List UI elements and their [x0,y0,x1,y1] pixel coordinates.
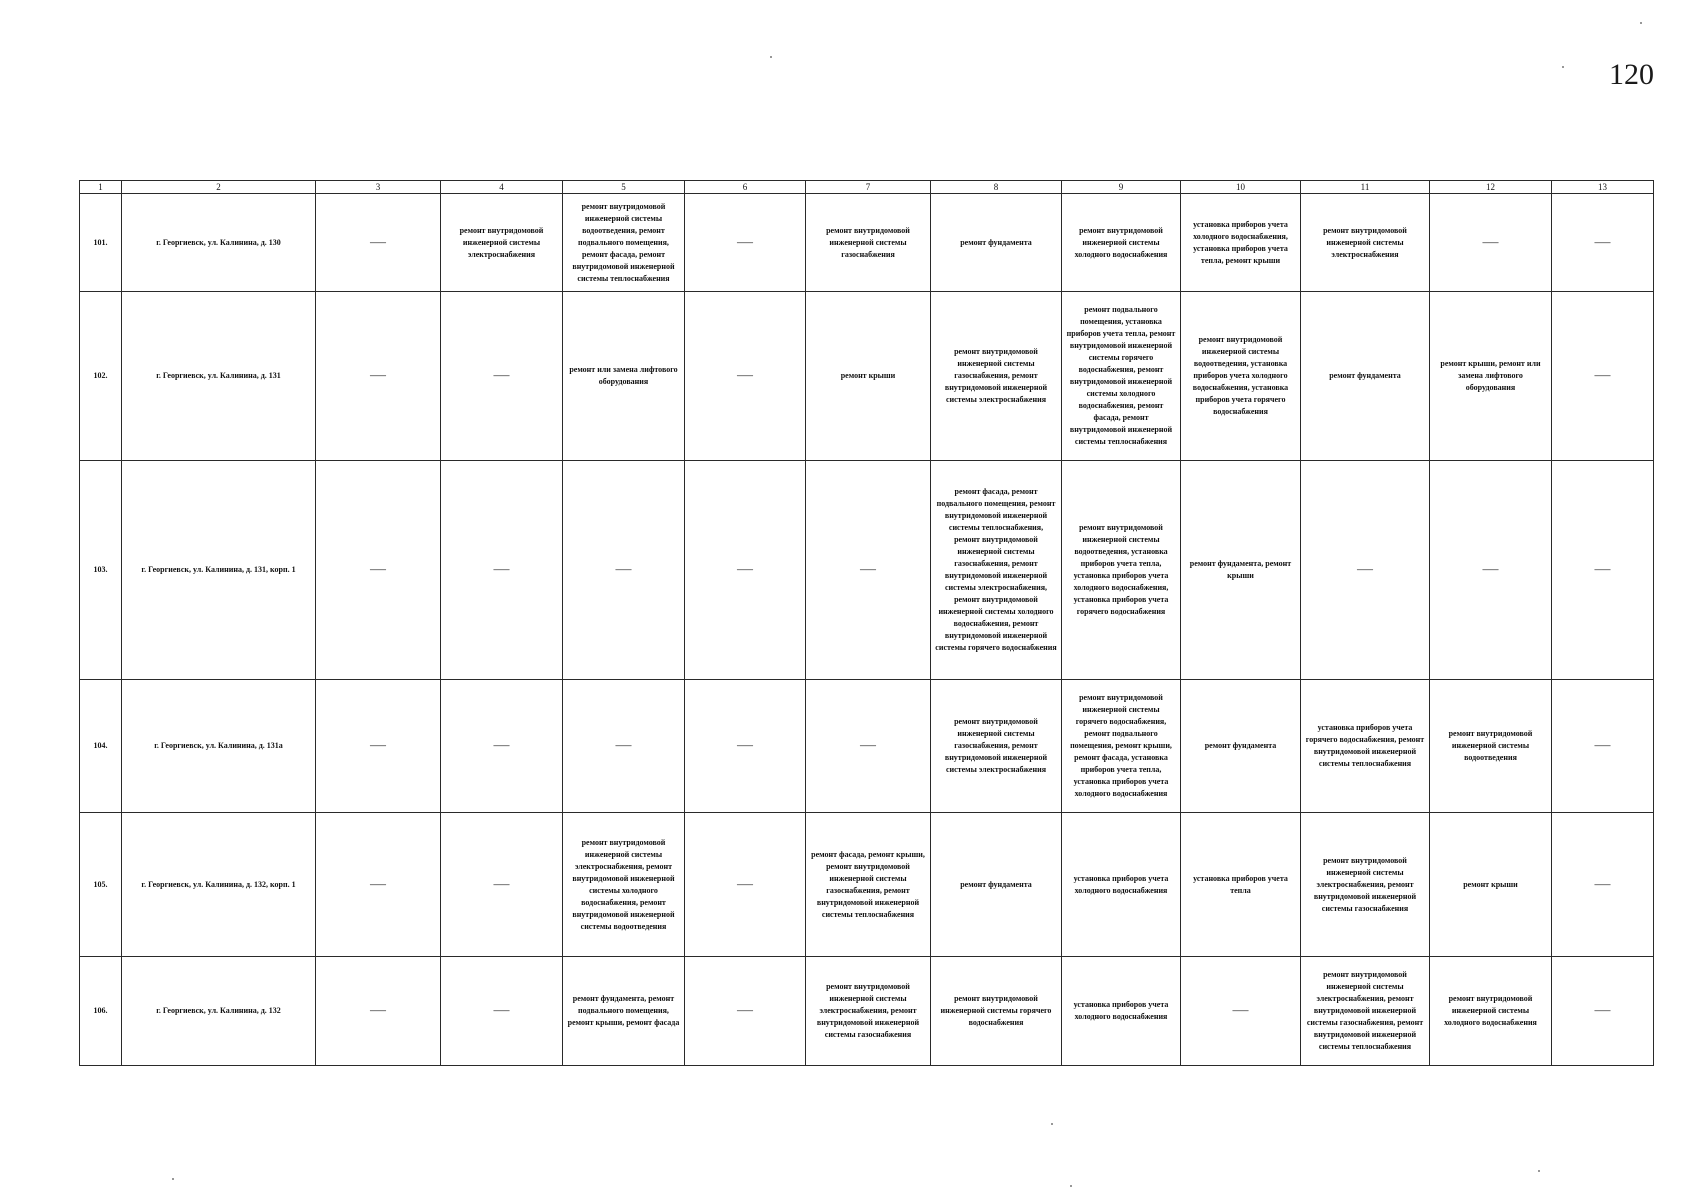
table-cell: —— [441,680,563,813]
address-cell: г. Георгиевск, ул. Калинина, д. 132, корп. 1 [122,813,316,957]
scan-speck [172,1178,174,1180]
table-cell: ремонт внутридомовой инженерной системы электроснабжения, ремонт внутридомовой инженерной системы газоснабжения, ремонт внутридомовой инженерной системы теплоснабжения [1301,957,1430,1066]
row-number: 104. [80,680,122,813]
table-cell: ремонт внутридомовой инженерной системы газоснабжения [806,194,931,292]
scan-speck [1538,1170,1540,1172]
table-cell: ремонт фундамента [931,194,1062,292]
table-row [80,680,1654,813]
table-cell: —— [1552,461,1654,680]
table-cell: ремонт внутридомовой инженерной системы электроснабжения [441,194,563,292]
scan-speck [770,56,772,58]
address-cell: г. Георгиевск, ул. Калинина, д. 131 [122,292,316,461]
schedule-table-container [79,180,1653,1066]
table-cell: —— [1430,194,1552,292]
table-cell: —— [563,461,685,680]
column-header: 8 [931,181,1062,194]
table-cell: —— [316,680,441,813]
column-header: 4 [441,181,563,194]
address-cell: г. Георгиевск, ул. Калинина, д. 130 [122,194,316,292]
table-cell: ремонт фундамента [931,813,1062,957]
table-cell: ремонт внутридомовой инженерной системы газоснабжения, ремонт внутридомовой инженерной системы электроснабжения [931,292,1062,461]
row-number: 103. [80,461,122,680]
table-cell: —— [316,194,441,292]
table-cell: ремонт крыши, ремонт или замена лифтового оборудования [1430,292,1552,461]
table-cell: установка приборов учета холодного водоснабжения [1062,957,1181,1066]
table-cell: —— [1552,194,1654,292]
table-cell: —— [441,957,563,1066]
column-header: 7 [806,181,931,194]
table-cell: —— [685,292,806,461]
table-cell: —— [1552,292,1654,461]
table-cell: —— [316,461,441,680]
table-cell: —— [685,957,806,1066]
table-cell: ремонт фундамента [1181,680,1301,813]
table-cell: ремонт внутридомовой инженерной системы водоотведения, установка приборов учета холодного водоснабжения, установка приборов учета горячего водоснабжения [1181,292,1301,461]
scan-speck [1640,22,1642,24]
table-cell: —— [806,461,931,680]
row-number: 101. [80,194,122,292]
table-cell: установка приборов учета горячего водоснабжения, ремонт внутридомовой инженерной системы теплоснабжения [1301,680,1430,813]
row-number: 105. [80,813,122,957]
column-header: 5 [563,181,685,194]
table-cell: ремонт внутридомовой инженерной системы электроснабжения [1301,194,1430,292]
table-cell: ремонт подвального помещения, установка приборов учета тепла, ремонт внутридомовой инженерной системы горячего водоснабжения, ремонт внутридомовой инженерной системы холодного водоснабжения, ремонт фасада, ремонт внутридомовой инженерной системы теплоснабжения [1062,292,1181,461]
address-cell: г. Георгиевск, ул. Калинина, д. 132 [122,957,316,1066]
table-cell: —— [1552,680,1654,813]
table-cell: ремонт внутридомовой инженерной системы холодного водоснабжения [1062,194,1181,292]
table-cell: —— [685,813,806,957]
table-cell: —— [685,680,806,813]
table-cell: —— [806,680,931,813]
table-cell: ремонт внутридомовой инженерной системы холодного водоснабжения [1430,957,1552,1066]
row-number: 106. [80,957,122,1066]
table-cell: —— [316,813,441,957]
table-cell: —— [1552,813,1654,957]
table-cell: —— [1181,957,1301,1066]
table-cell: —— [441,813,563,957]
table-row [80,461,1654,680]
table-cell: —— [441,292,563,461]
table-cell: ремонт внутридомовой инженерной системы электроснабжения, ремонт внутридомовой инженерной системы холодного водоснабжения, ремонт внутридомовой инженерной системы водоотведения [563,813,685,957]
column-header: 9 [1062,181,1181,194]
schedule-table [79,180,1654,1066]
table-cell: —— [685,194,806,292]
scan-speck [1051,1123,1053,1125]
table-cell: ремонт или замена лифтового оборудования [563,292,685,461]
column-number-row [80,181,1654,194]
column-header: 3 [316,181,441,194]
table-cell: —— [1552,957,1654,1066]
table-cell: ремонт внутридомовой инженерной системы водоотведения, установка приборов учета тепла, установка приборов учета холодного водоснабжения, установка приборов учета горячего водоснабжения [1062,461,1181,680]
table-row [80,292,1654,461]
table-cell: ремонт внутридомовой инженерной системы горячего водоснабжения, ремонт подвального помещения, ремонт крыши, ремонт фасада, установка приборов учета тепла, установка приборов учета холодного водоснабжения [1062,680,1181,813]
table-cell: —— [441,461,563,680]
table-row [80,957,1654,1066]
table-cell: ремонт внутридомовой инженерной системы электроснабжения, ремонт внутридомовой инженерной системы газоснабжения [1301,813,1430,957]
table-cell: ремонт фундамента [1301,292,1430,461]
table-cell: ремонт внутридомовой инженерной системы электроснабжения, ремонт внутридомовой инженерной системы газоснабжения [806,957,931,1066]
column-header: 6 [685,181,806,194]
table-row [80,813,1654,957]
table-cell: —— [316,957,441,1066]
table-cell: ремонт внутридомовой инженерной системы водоотведения, ремонт подвального помещения, ремонт фасада, ремонт внутридомовой инженерной системы теплоснабжения [563,194,685,292]
table-cell: ремонт крыши [806,292,931,461]
column-header: 13 [1552,181,1654,194]
column-header: 12 [1430,181,1552,194]
table-cell: —— [316,292,441,461]
column-header: 10 [1181,181,1301,194]
table-cell: ремонт внутридомовой инженерной системы водоотведения [1430,680,1552,813]
table-cell: ремонт фундамента, ремонт крыши [1181,461,1301,680]
table-row [80,194,1654,292]
table-cell: ремонт фундамента, ремонт подвального помещения, ремонт крыши, ремонт фасада [563,957,685,1066]
table-cell: ремонт фасада, ремонт крыши, ремонт внутридомовой инженерной системы газоснабжения, ремонт внутридомовой инженерной системы теплоснабжения [806,813,931,957]
table-cell: ремонт внутридомовой инженерной системы газоснабжения, ремонт внутридомовой инженерной системы электроснабжения [931,680,1062,813]
row-number: 102. [80,292,122,461]
scan-speck [1562,66,1564,68]
table-cell: ремонт внутридомовой инженерной системы горячего водоснабжения [931,957,1062,1066]
table-cell: —— [1301,461,1430,680]
table-cell: установка приборов учета тепла [1181,813,1301,957]
scan-speck [1070,1185,1072,1187]
column-header: 1 [80,181,122,194]
address-cell: г. Георгиевск, ул. Калинина, д. 131, корп. 1 [122,461,316,680]
column-header: 11 [1301,181,1430,194]
table-cell: ремонт фасада, ремонт подвального помещения, ремонт внутридомовой инженерной системы теплоснабжения, ремонт внутридомовой инженерной системы газоснабжения, ремонт внутридомовой инженерной системы электроснабжения, ремонт внутридомовой инженерной системы холодного водоснабжения, ремонт внутридомовой инженерной системы горячего водоснабжения [931,461,1062,680]
table-cell: —— [563,680,685,813]
table-cell: —— [685,461,806,680]
table-cell: установка приборов учета холодного водоснабжения, установка приборов учета тепла, ремонт крыши [1181,194,1301,292]
table-cell: ремонт крыши [1430,813,1552,957]
page-number: 120 [1609,58,1654,91]
table-cell: —— [1430,461,1552,680]
address-cell: г. Георгиевск, ул. Калинина, д. 131а [122,680,316,813]
table-cell: установка приборов учета холодного водоснабжения [1062,813,1181,957]
column-header: 2 [122,181,316,194]
